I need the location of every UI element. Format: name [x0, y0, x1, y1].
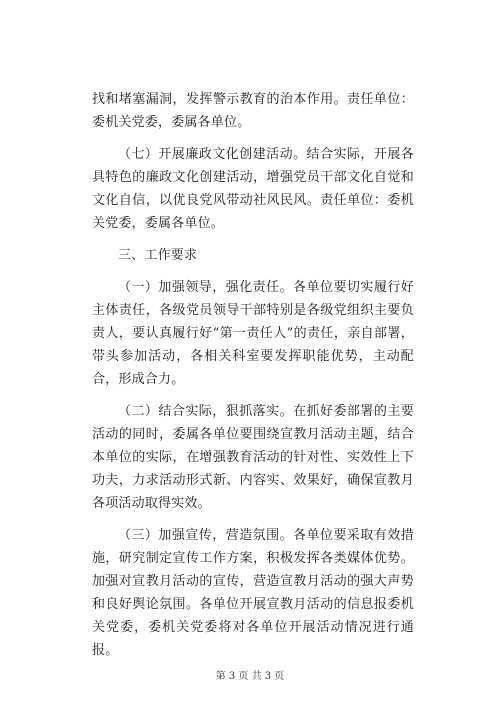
document-body [92, 88, 414, 671]
page-footer: 第 3 页 共 3 页 [215, 671, 285, 682]
paragraph-item-7: （七）开展廉政文化创建活动。结合实际，开展各具特色的廉政文化创建活动，增强党员干部文化自觉和文化自信，以优良党风带动社风民风。责任单位：委机关党委，委属各单位。 [92, 147, 414, 231]
paragraph-requirement-2: （二）结合实际，狠抓落实。在抓好委部署的主要活动的同时，委属各单位要围绕宣教月活动主题，结合本单位的实际，在增强教育活动的针对性、实效性上下功夫，力求活动形式新、内容实、效果好，确保宣教月各项活动取得实效。 [92, 404, 414, 511]
section-heading-work-requirements: 三、工作要求 [118, 248, 198, 263]
paragraph-requirement-1: （一）加强领导，强化责任。各单位要切实履行好主体责任，各级党员领导干部特别是各级党组织主要负责人，要认真履行好“第一责任人”的责任，亲自部署，带头参加活动，各相关科室要发挥职能优势，主动配合，形成合力。 [92, 280, 414, 387]
paragraph-requirement-3: （三）加强宣传，营造氛围。各单位要采取有效措施，研究制定宣传工作方案，积极发挥各类媒体优势。加强对宣教月活动的宣传，营造宣教月活动的强大声势和良好舆论氛围。各单位开展宣教月活动的信息报委机关党委，委机关党委将对各单位开展活动情况进行通报。 [92, 528, 414, 658]
paragraph-continuation: 找和堵塞漏洞，发挥警示教育的治本作用。责任单位：委机关党委，委属各单位。 [92, 92, 414, 130]
